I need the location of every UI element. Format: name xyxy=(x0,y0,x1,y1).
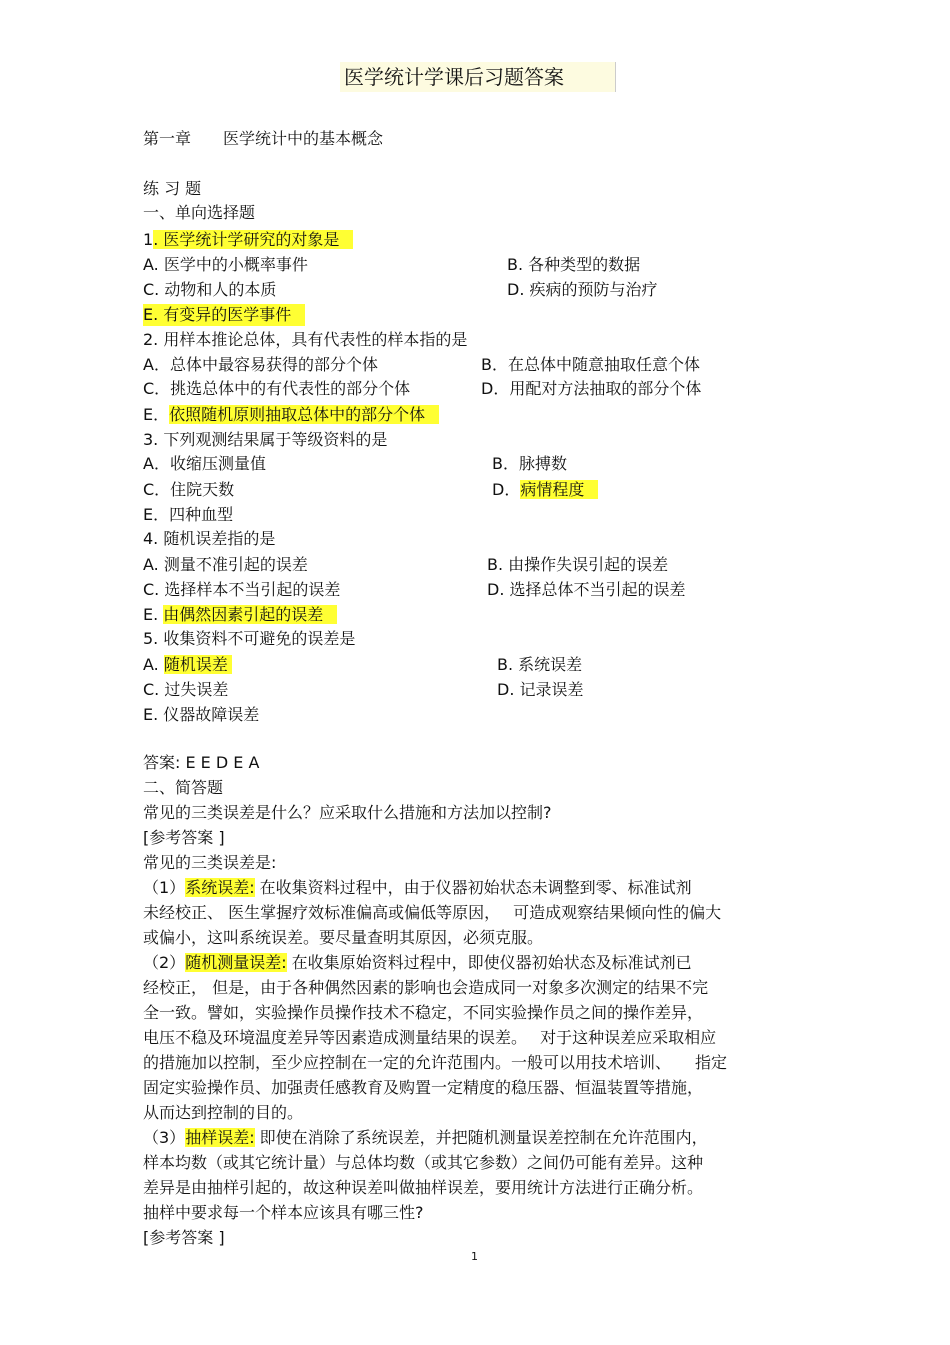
paragraph-2-line: 从而达到控制的目的。 xyxy=(143,1103,304,1122)
q2-option-c: C．挑选总体中的有代表性的部分个体 xyxy=(143,379,411,398)
q4-option-d: D. 选择总体不当引起的误差 xyxy=(487,580,686,599)
q4-option-c: C. 选择样本不当引起的误差 xyxy=(143,580,341,599)
q5-option-e: E. 仪器故障误差 xyxy=(143,705,260,724)
paragraph-2-line: 的措施加以控制，至少应控制在一定的允许范围内。一般可以用技术培训、 指定 xyxy=(143,1053,728,1072)
section-heading-1: 一、单向选择题 xyxy=(143,203,256,222)
paragraph-2-line: （2）随机测量误差: 在收集原始资料过程中，即使仪器初始状态及标准试剂已 xyxy=(143,953,692,972)
q1-option-c: C. 动物和人的本质 xyxy=(143,280,277,299)
question-1-stem: 1. 医学统计学研究的对象是 xyxy=(143,229,353,251)
highlight: 由偶然因素引起的误差 xyxy=(163,605,337,624)
highlight: 依照随机原则抽取总体中的部分个体 xyxy=(169,405,439,424)
q3-option-a: A．收缩压测量值 xyxy=(143,454,266,473)
q2-option-d: D．用配对方法抽取的部分个体 xyxy=(481,379,702,398)
paragraph-3-line: （3）抽样误差: 即使在消除了系统误差，并把随机测量误差控制在允许范围内， xyxy=(143,1128,708,1147)
highlight: 抽样误差: xyxy=(185,1128,255,1147)
document-title: 医学统计学课后习题答案 xyxy=(340,62,616,92)
answer-intro: 常见的三类误差是: xyxy=(143,853,277,872)
paragraph-2-line: 固定实验操作员、加强责任感教育及购置一定精度的稳压器、恒温装置等措施， xyxy=(143,1078,704,1097)
paragraph-2-line: 全一致。譬如，实验操作员操作技术不稳定，不同实验操作员之间的操作差异， xyxy=(143,1003,704,1022)
q2-option-e: E．依照随机原则抽取总体中的部分个体 xyxy=(143,404,439,426)
question-2-stem: 2. 用样本推论总体，具有代表性的样本指的是 xyxy=(143,330,468,349)
q5-option-a: A. 随机误差 xyxy=(143,654,232,676)
q5-option-d: D. 记录误差 xyxy=(497,680,584,699)
paragraph-2-line: 经校正， 但是，由于各种偶然因素的影响也会造成同一对象多次测定的结果不完 xyxy=(143,978,709,997)
q1-option-d: D. 疾病的预防与治疗 xyxy=(507,280,658,299)
paragraph-1-line: 或偏小，这叫系统误差。要尽量查明其原因，必须克服。 xyxy=(143,928,544,947)
paragraph-1-line: 未经校正、 医生掌握疗效标准偏高或偏低等原因， 可造成观察结果倾向性的偏大 xyxy=(143,903,722,922)
q5-option-c: C. 过失误差 xyxy=(143,680,229,699)
section-heading-2: 二、简答题 xyxy=(143,778,224,797)
paragraph-3-line: 样本均数（或其它统计量）与总体均数（或其它参数）之间仍可能有差异。这种 xyxy=(143,1153,704,1172)
q4-option-a: A. 测量不准引起的误差 xyxy=(143,555,308,574)
q1-option-b: B. 各种类型的数据 xyxy=(507,255,641,274)
short-question-1: 常见的三类误差是什么？应采取什么措施和方法加以控制? xyxy=(143,803,552,822)
question-3-stem: 3. 下列观测结果属于等级资料的是 xyxy=(143,430,388,449)
q3-option-c: C．住院天数 xyxy=(143,480,235,499)
paragraph-2-line: 电压不稳及环境温度差异等因素造成测量结果的误差。 对于这种误差应采取相应 xyxy=(143,1028,717,1047)
page-number: 1 xyxy=(471,1250,478,1263)
q3-option-b: B．脉搏数 xyxy=(492,454,567,473)
highlight: . 医学统计学研究的对象是 xyxy=(153,230,353,249)
highlight: 系统误差: xyxy=(185,878,255,897)
q4-option-b: B. 由操作失误引起的误差 xyxy=(487,555,669,574)
short-question-2: 抽样中要求每一个样本应该具有哪三性? xyxy=(143,1203,424,1222)
q5-option-b: B. 系统误差 xyxy=(497,655,583,674)
question-4-stem: 4. 随机误差指的是 xyxy=(143,529,276,548)
reference-answer-label: [参考答案 ] xyxy=(143,828,225,847)
paragraph-3-line: 差异是由抽样引起的，故这种误差叫做抽样误差，要用统计方法进行正确分析。 xyxy=(143,1178,704,1197)
highlight: 随机误差 xyxy=(164,655,232,674)
exercise-heading: 练 习 题 xyxy=(143,179,202,198)
q4-option-e: E. 由偶然因素引起的误差 xyxy=(143,604,337,626)
highlight: 病情程度 xyxy=(520,480,598,499)
paragraph-1-line: （1）系统误差: 在收集资料过程中，由于仪器初始状态未调整到零、标准试剂 xyxy=(143,878,692,897)
q3-option-e: E．四种血型 xyxy=(143,505,234,524)
q2-option-b: B．在总体中随意抽取任意个体 xyxy=(481,355,700,374)
answer-key: 答案: E E D E A xyxy=(143,753,260,772)
chapter-heading: 第一章 医学统计中的基本概念 xyxy=(143,129,384,148)
question-5-stem: 5. 收集资料不可避免的误差是 xyxy=(143,629,356,648)
q3-option-d: D．病情程度 xyxy=(492,479,598,501)
q1-option-e: E. 有变异的医学事件 xyxy=(143,304,305,326)
q2-option-a: A．总体中最容易获得的部分个体 xyxy=(143,355,378,374)
highlight: 随机测量误差: xyxy=(185,953,287,972)
reference-answer-label: [参考答案 ] xyxy=(143,1228,225,1247)
q1-option-a: A. 医学中的小概率事件 xyxy=(143,255,308,274)
